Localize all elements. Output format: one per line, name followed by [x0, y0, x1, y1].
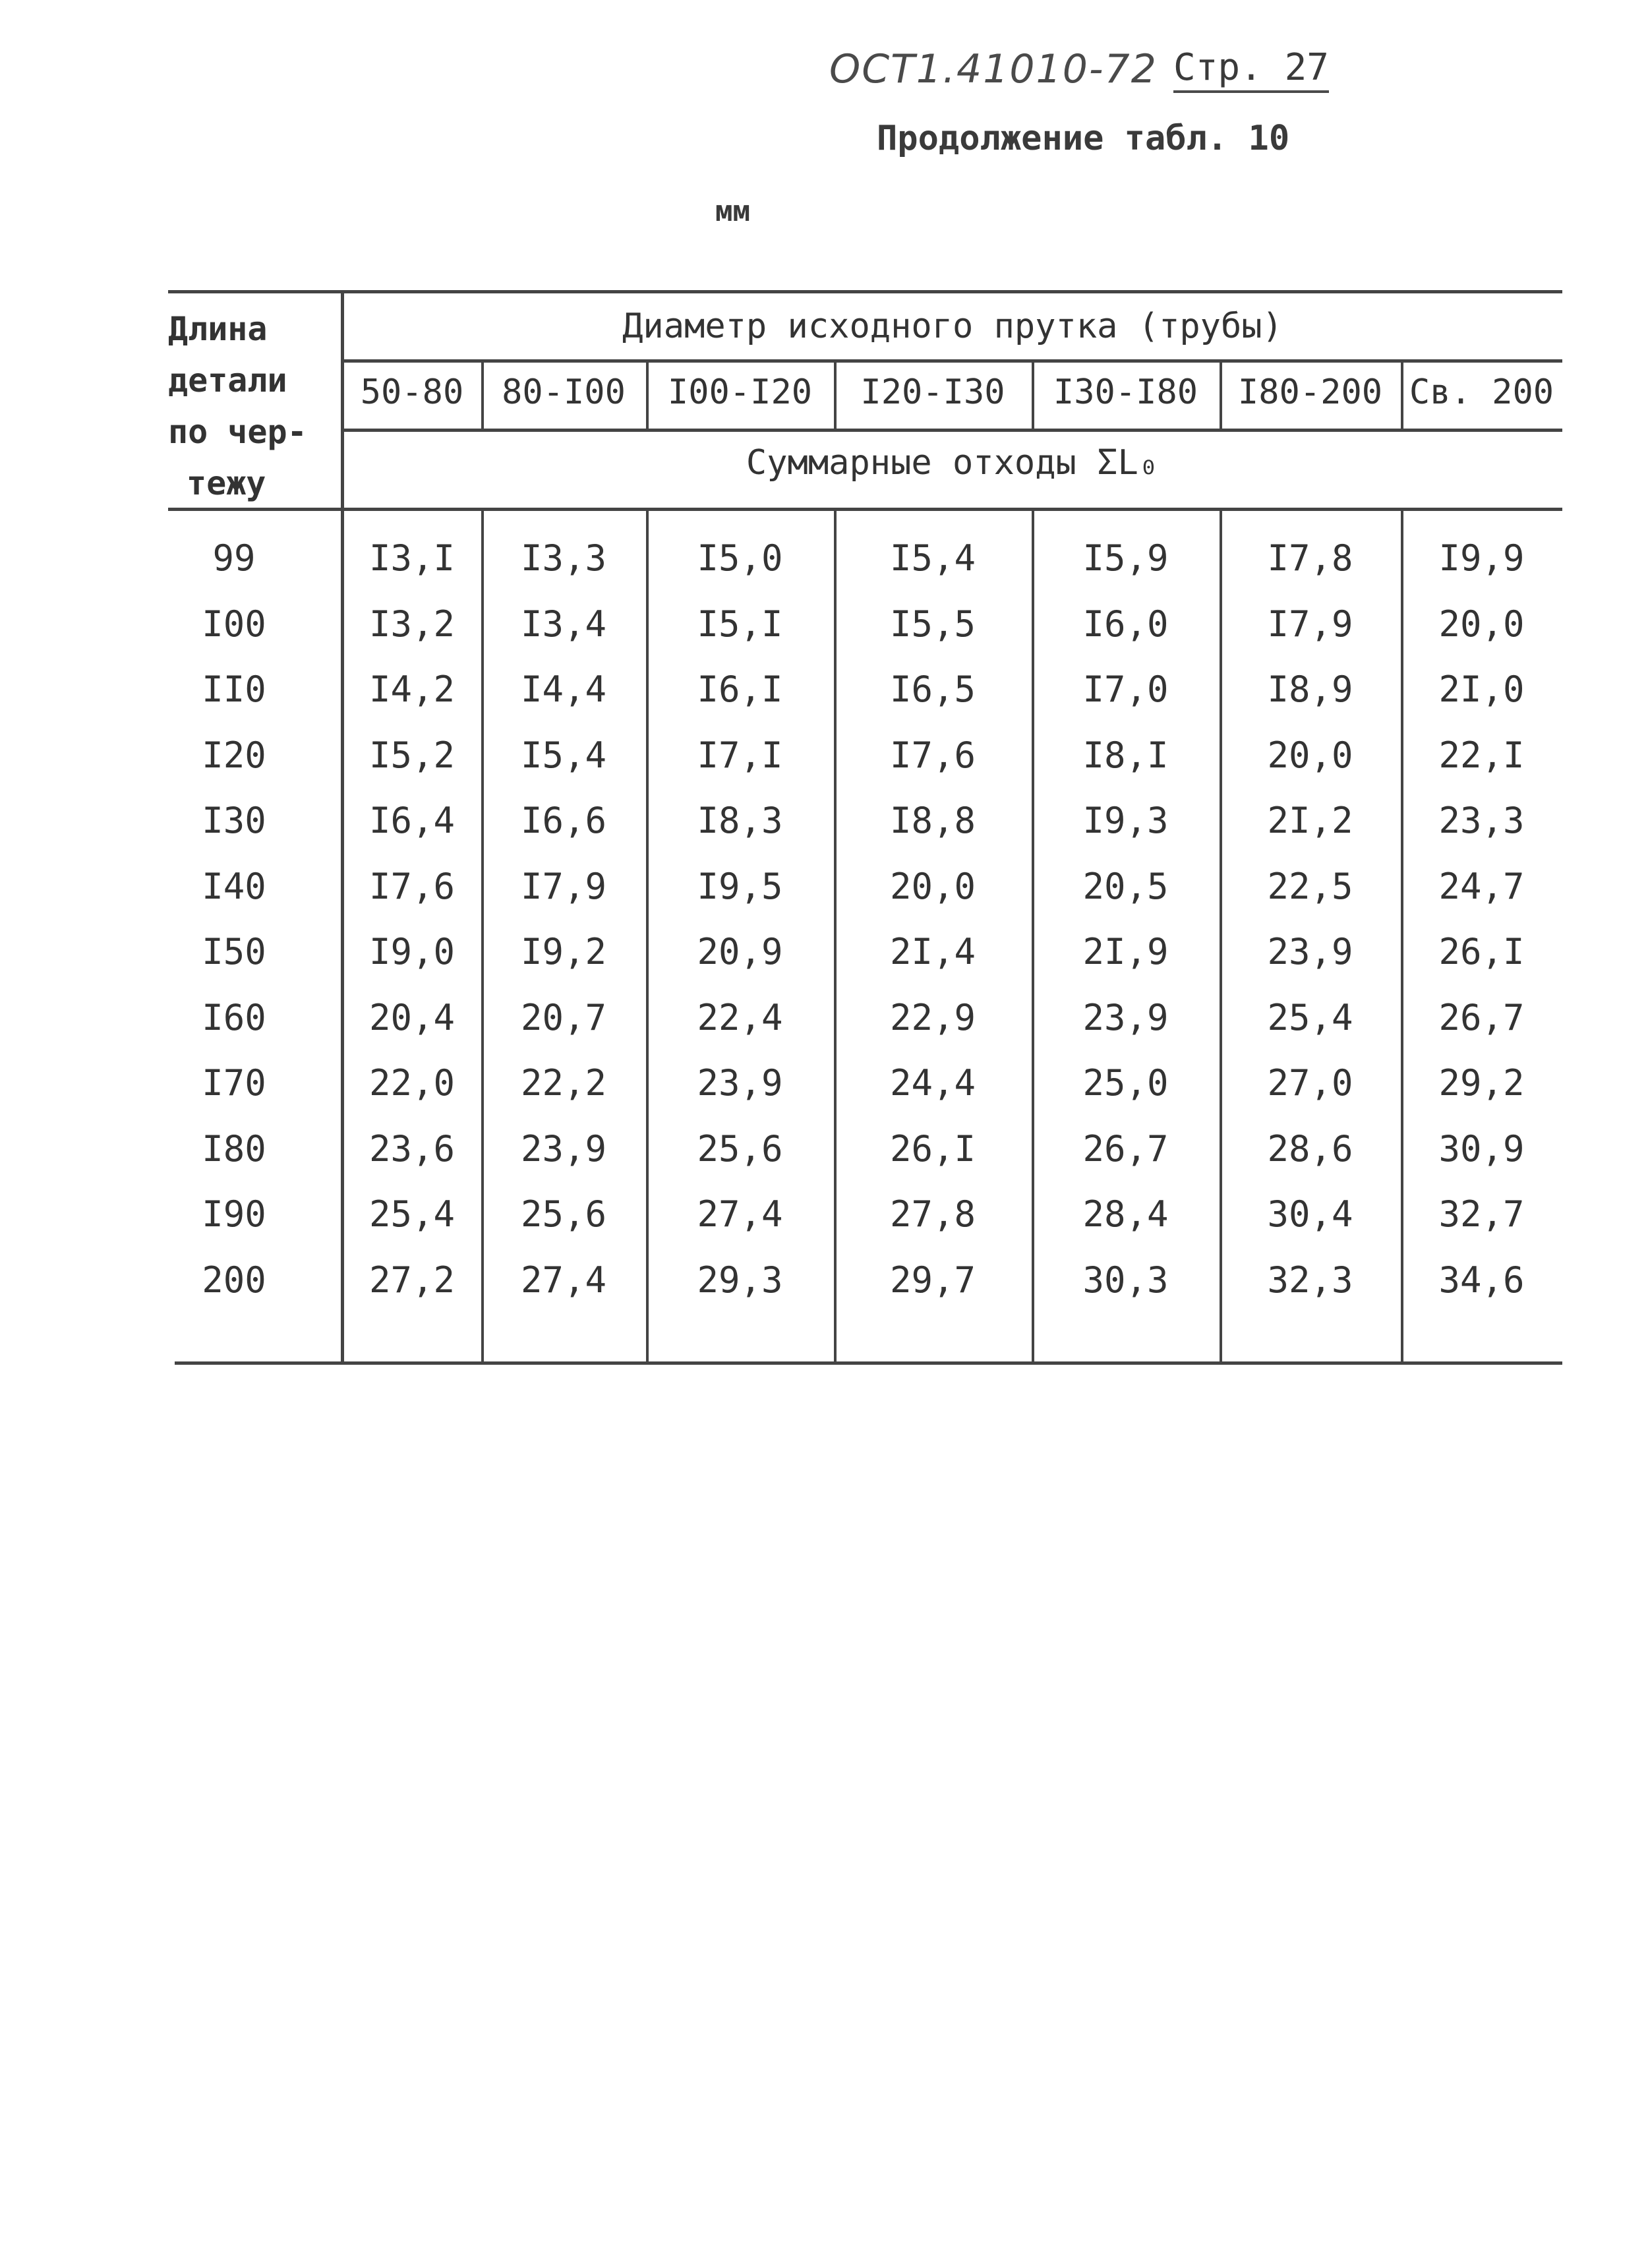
row-length-value: 200	[202, 1259, 266, 1301]
table-cell: 20,0	[1267, 734, 1353, 776]
table-cell: I9,3	[1082, 800, 1169, 841]
table-cell: I5,I	[697, 603, 783, 645]
row-length-value: I50	[202, 931, 266, 972]
table-cell: I3,4	[520, 603, 607, 645]
table-cell: 23,3	[1438, 800, 1525, 841]
table-cell: 32,3	[1267, 1259, 1353, 1301]
column-header: Св. 200	[1409, 373, 1554, 412]
table-cell: 20,9	[697, 931, 783, 972]
table-cell: 27,4	[520, 1259, 607, 1301]
table-cell: I6,4	[368, 800, 456, 841]
row-length-value: 99	[212, 537, 256, 579]
table-cell: I4,2	[368, 669, 456, 710]
table-cell: 23,6	[368, 1127, 456, 1170]
table-cell: 23,9	[1082, 996, 1169, 1038]
table-cell: I5,2	[368, 734, 456, 776]
table-cell: 2I,0	[1438, 669, 1525, 710]
table-cell: 2I,4	[889, 931, 976, 972]
table-cell: 25,4	[368, 1193, 456, 1235]
table-cell: 26,I	[889, 1127, 976, 1170]
row-length-value: I80	[202, 1127, 266, 1170]
table-cell: I7,9	[1267, 603, 1353, 645]
column-header: 50-80	[360, 373, 464, 412]
table-cell: I6,I	[697, 669, 783, 710]
table-cell: 29,7	[889, 1259, 976, 1301]
table-cell: 26,7	[1082, 1127, 1169, 1170]
table-cell: I7,6	[889, 734, 976, 776]
header-bottom-rule	[168, 508, 1562, 511]
row-length-value: II0	[202, 669, 266, 710]
table-cell: I5,9	[1082, 537, 1169, 579]
table-cell: 28,6	[1267, 1127, 1353, 1170]
document-code: ОСТ1.41010-72	[829, 46, 1158, 92]
table-cell: 30,9	[1438, 1127, 1525, 1170]
table-cell: I4,4	[520, 669, 607, 710]
table-cell: 22,2	[520, 1062, 607, 1104]
table-cell: 29,2	[1438, 1062, 1525, 1104]
table-cell: 22,9	[889, 996, 976, 1038]
row-length-value: I30	[202, 800, 266, 841]
table-cell: I9,2	[520, 931, 607, 972]
table-cell: I9,0	[368, 931, 456, 972]
row-length-value: I40	[202, 865, 266, 907]
table-cell: I5,4	[889, 537, 976, 579]
column-group-title: Диаметр исходного прутка (трубы)	[622, 307, 1283, 346]
table-cell: 20,0	[1438, 603, 1525, 645]
table-cell: 30,4	[1267, 1193, 1353, 1235]
table-cell: 27,8	[889, 1193, 976, 1235]
table-cell: 2I,9	[1082, 931, 1169, 972]
table-cell: I9,5	[697, 865, 783, 907]
table-bottom-rule	[175, 1361, 1562, 1365]
table-cell: 22,0	[368, 1062, 456, 1104]
table-cell: 28,4	[1082, 1193, 1169, 1235]
column-header: I80-200	[1237, 373, 1383, 412]
table-cell: 29,3	[697, 1259, 783, 1301]
columns-top-rule	[343, 359, 1562, 363]
table-cell: I8,I	[1082, 734, 1169, 776]
table-cell: 27,0	[1267, 1062, 1353, 1104]
table-cell: 27,4	[697, 1193, 783, 1235]
table-cell: I8,8	[889, 800, 976, 841]
table-cell: 22,4	[697, 996, 783, 1038]
table-cell: 32,7	[1438, 1193, 1525, 1235]
table-cell: 23,9	[520, 1127, 607, 1170]
table-cell: I7,6	[368, 865, 456, 907]
table-continuation-title: Продолжение табл. 10	[877, 119, 1290, 158]
table-cell: I5,0	[697, 537, 783, 579]
table-cell: 25,6	[697, 1127, 783, 1170]
table-cell: 30,3	[1082, 1259, 1169, 1301]
columns-bottom-rule	[343, 429, 1562, 432]
table-cell: I8,3	[697, 800, 783, 841]
table-cell: 26,I	[1438, 931, 1525, 972]
table-cell: 22,I	[1438, 734, 1525, 776]
table-cell: 20,5	[1082, 865, 1169, 907]
table-cell: 25,6	[520, 1193, 607, 1235]
row-header-line-3: по чер-	[168, 413, 307, 451]
table-cell: I7,9	[520, 865, 607, 907]
table-cell: I6,0	[1082, 603, 1169, 645]
row-length-value: I00	[202, 603, 266, 645]
table-cell: 25,4	[1267, 996, 1353, 1038]
row-length-value: I90	[202, 1193, 266, 1235]
table-cell: I6,6	[520, 800, 607, 841]
table-cell: I3,3	[520, 537, 607, 579]
row-header-line-2: детали	[168, 361, 287, 400]
table-cell: 25,0	[1082, 1062, 1169, 1104]
table-cell: I7,8	[1267, 537, 1353, 579]
waste-table	[168, 290, 1562, 1378]
row-header-line-4: тежу	[187, 464, 266, 502]
table-cell: I3,2	[368, 603, 456, 645]
row-header-line-1: Длина	[168, 310, 268, 348]
table-cell: 2I,2	[1267, 800, 1353, 841]
table-cell: 23,9	[1267, 931, 1353, 972]
column-header: I30-I80	[1053, 373, 1198, 412]
table-cell: 34,6	[1438, 1259, 1525, 1301]
row-length-value: I60	[202, 996, 266, 1038]
table-cell: I9,9	[1438, 537, 1525, 579]
table-cell: 26,7	[1438, 996, 1525, 1038]
table-cell: 23,9	[697, 1062, 783, 1104]
table-cell: 27,2	[368, 1259, 456, 1301]
column-header: I20-I30	[860, 373, 1005, 412]
sub-title: Суммарные отходы ΣL₀	[746, 443, 1160, 483]
column-header: 80-I00	[502, 373, 626, 412]
table-cell: I8,9	[1267, 669, 1353, 710]
table-cell: I5,4	[520, 734, 607, 776]
table-cell: I7,I	[697, 734, 783, 776]
table-cell: 24,4	[889, 1062, 976, 1104]
table-cell: 22,5	[1267, 865, 1353, 907]
table-cell: I3,I	[368, 537, 456, 579]
table-cell: I5,5	[889, 603, 976, 645]
table-cell: 20,0	[889, 865, 976, 907]
column-header: I00-I20	[667, 373, 813, 412]
page-number: Стр. 27	[1173, 46, 1329, 93]
row-length-value: I70	[202, 1062, 266, 1104]
table-cell: I7,0	[1082, 669, 1169, 710]
table-cell: I6,5	[889, 669, 976, 710]
table-cell: 20,7	[520, 996, 607, 1038]
table-top-rule	[168, 290, 1562, 293]
row-length-value: I20	[202, 734, 266, 776]
table-cell: 24,7	[1438, 865, 1525, 907]
table-cell: 20,4	[368, 996, 456, 1038]
unit-label: мм	[715, 194, 750, 228]
